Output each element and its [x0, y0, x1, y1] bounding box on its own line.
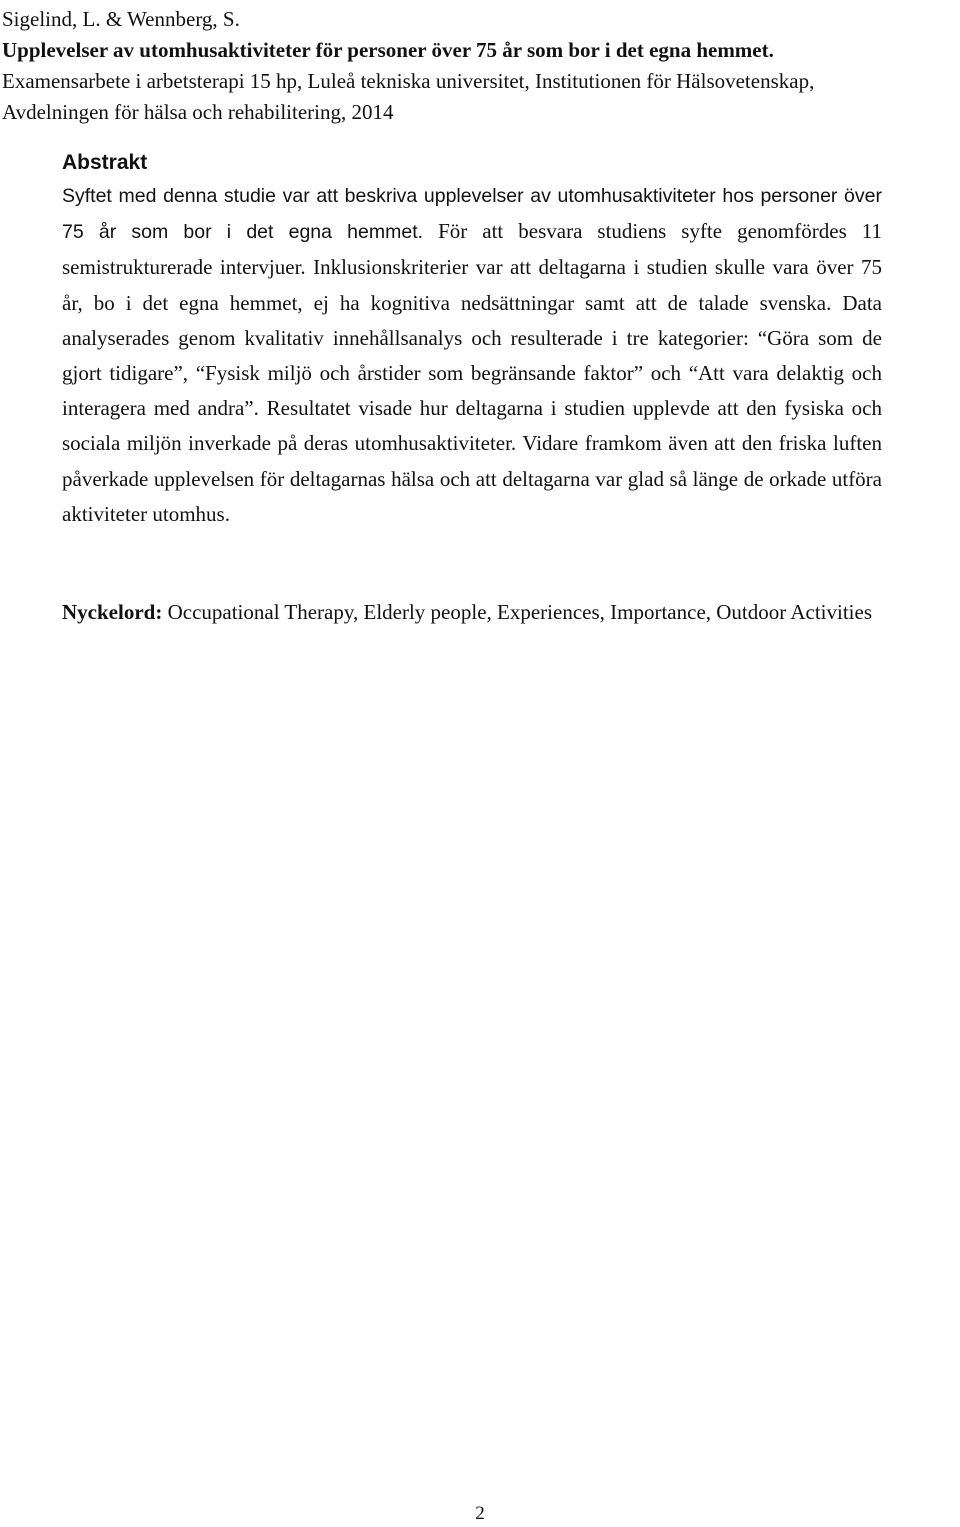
abstract-sentence: Syftet med denna studie var att beskriva upplevelser av utomhusaktiviteter hos personer över 75 år som bor i det egna hemmet. — [62, 185, 882, 244]
thesis-source-line-1: Examensarbete i arbetsterapi 15 hp, Luleå tekniska universitet, Institutionen för Hälsovetenskap, — [2, 69, 815, 93]
keywords-paragraph — [62, 595, 882, 630]
abstract-sentence: Vidare framkom även att den friska luften påverkade upplevelsen för deltagarnas hälsa och att deltagarna var glad så länge de orkade utföra aktiviteter utomhus. — [62, 431, 882, 526]
abstract-sentence: Data analyserades genom kvalitativ innehållsanalys och resulterade i tre kategorier: “Göra som de gjort tidigare”, “Fysisk miljö och årstider som begränsande faktor” och “Att vara delaktig och interagera med andra”. — [62, 290, 882, 421]
abstract-heading: Abstrakt — [62, 151, 148, 174]
abstract-section — [62, 148, 882, 532]
document-header — [2, 4, 958, 128]
page-number: 2 — [475, 1503, 485, 1524]
authors: Sigelind, L. & Wennberg, S. — [2, 7, 240, 31]
thesis-source-line-2: Avdelningen för hälsa och rehabilitering, 2014 — [2, 100, 394, 124]
abstract-body — [62, 178, 882, 532]
keywords-text: Occupational Therapy, Elderly people, Experiences, Importance, Outdoor Activities — [162, 600, 873, 624]
abstract-sentence: Resultatet visade hur deltagarna i studien upplevde att den fysiska och sociala miljön inverkade på deras utomhusaktiviteter. — [62, 396, 882, 456]
abstract-sentence: Inklusionskriterier var att deltagarna i studien skulle vara över 75 år, bo i det egna hemmet, ej ha kognitiva nedsättningar samt att de talade svenska. — [62, 255, 882, 315]
abstract-sentence: För att besvara studiens syfte genomfördes 11 semistrukturerade intervjuer. — [62, 219, 882, 280]
thesis-title: Upplevelser av utomhusaktiviteter för personer över 75 år som bor i det egna hemmet. — [2, 38, 774, 62]
keywords-label: Nyckelord: — [62, 600, 163, 624]
